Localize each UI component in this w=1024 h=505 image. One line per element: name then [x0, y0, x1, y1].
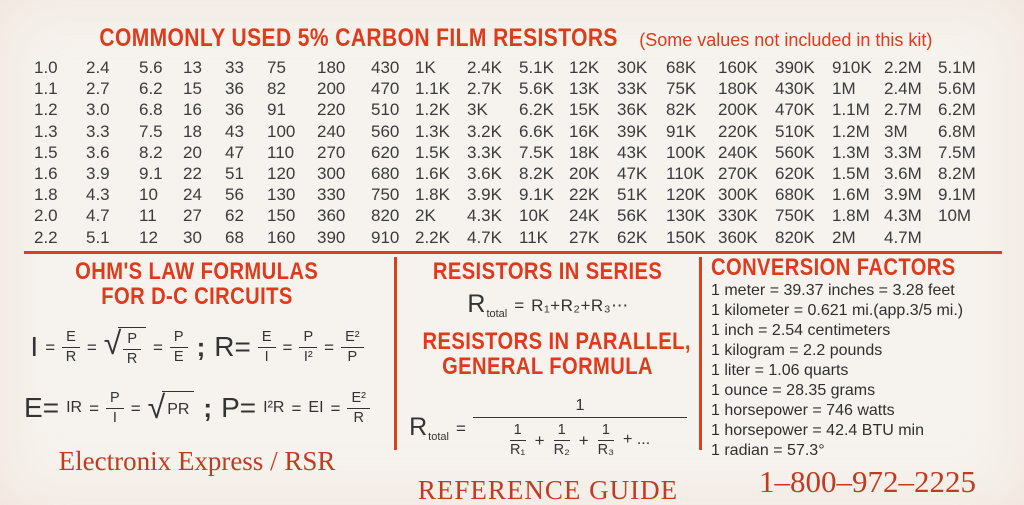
- parallel-title-line2: GENERAL FORMULA: [442, 353, 654, 380]
- resistor-value-cell: 360: [317, 206, 346, 226]
- resistor-value-cell: 6.2K: [519, 100, 554, 120]
- formula-token: $\frac{E}{I}$: [258, 329, 276, 365]
- resistor-value-cell: 24: [183, 185, 202, 205]
- resistor-value-cell: 9.1: [139, 163, 163, 183]
- resistor-value-cell: 75K: [666, 79, 697, 99]
- formula-token: =: [86, 337, 97, 357]
- resistor-value-cell: 10M: [938, 206, 972, 226]
- resistor-value-cell: 16K: [569, 121, 600, 141]
- resistor-value-cell: 110: [267, 142, 295, 162]
- resistor-value-cell: 5.1M: [938, 58, 976, 77]
- resistor-value-cell: 30: [183, 227, 202, 247]
- resistor-value-cell: 390K: [775, 58, 815, 77]
- resistor-value-cell: 75: [267, 58, 286, 77]
- resistor-value-cell: 100K: [666, 142, 706, 162]
- resistor-value-cell: 24K: [569, 206, 600, 226]
- formula-token: EI: [308, 399, 324, 416]
- formula-token: =: [330, 398, 341, 418]
- resistor-value-cell: 430K: [775, 79, 815, 99]
- resistor-value-cell: 3.9M: [884, 185, 922, 205]
- resistor-value-cell: 15: [183, 79, 202, 99]
- resistor-value-cell: 200K: [718, 100, 758, 120]
- resistor-value-cell: 560K: [775, 142, 815, 162]
- resistor-value-cell: 360K: [718, 227, 758, 247]
- formula-token: $\frac{P}{\text{I²}}$: [299, 329, 317, 365]
- series-parallel-section: [397, 254, 699, 505]
- resistor-value-cell: 240: [317, 121, 346, 141]
- resistor-value-cell: 180K: [718, 79, 758, 99]
- resistor-value-cell: 270K: [718, 163, 758, 183]
- var-power: P=: [221, 392, 257, 423]
- resistor-value-cell: 91: [267, 100, 286, 120]
- formula-token: =: [152, 337, 163, 357]
- parallel-title-line1: RESISTORS IN PARALLEL,: [422, 328, 691, 355]
- resistor-value-cell: 2.2K: [415, 227, 450, 247]
- conversion-factor-line: 1 horsepower = 746 watts: [711, 402, 895, 420]
- resistor-value-cell: 910: [371, 227, 400, 247]
- formula-token: $\frac{P}{R}$: [123, 331, 141, 367]
- resistor-value-cell: 1.3M: [832, 142, 870, 162]
- conversion-factor-line: 1 inch = 2.54 centimeters: [711, 321, 891, 339]
- formula-token: $\frac{P}{I}$: [106, 390, 124, 426]
- card-title: [0, 24, 1024, 53]
- resistor-value-cell: 13K: [569, 79, 600, 99]
- formula-token: $\frac{1}{\text{R₂}}$: [553, 421, 570, 458]
- resistor-value-cell: 1.8: [34, 185, 58, 205]
- resistor-value-cell: 47: [225, 142, 244, 162]
- resistor-value-cell: 56K: [617, 206, 648, 226]
- resistor-value-cell: 390: [317, 227, 346, 247]
- resistor-value-cell: 2K: [415, 206, 436, 226]
- resistor-value-cell: 43K: [617, 142, 648, 162]
- resistor-value-cell: 6.2M: [938, 100, 976, 120]
- resistor-value-cell: 2M: [832, 227, 856, 247]
- ohms-law-formula-current-resistance: [0, 325, 394, 369]
- resistor-value-cell: 300K: [718, 185, 758, 205]
- resistor-value-cell: 82: [267, 79, 286, 99]
- resistor-value-cell: 30K: [617, 58, 648, 77]
- var-voltage: E=: [24, 392, 60, 423]
- resistor-value-cell: 12: [139, 227, 158, 247]
- resistor-value-cell: 1.6K: [415, 163, 450, 183]
- resistor-value-cell: 1.0: [34, 58, 58, 77]
- formula-token: =: [89, 398, 100, 418]
- resistor-value-cell: 11K: [519, 227, 548, 247]
- resistor-value-cell: 510: [371, 100, 400, 120]
- formula-token: =: [514, 295, 525, 315]
- formula-token: PR: [167, 401, 190, 418]
- resistor-value-cell: 5.6: [139, 58, 163, 77]
- series-title: RESISTORS IN SERIES: [433, 258, 663, 285]
- conversion-factors-section: [702, 254, 1024, 505]
- resistor-value-cell: 33: [225, 58, 244, 77]
- resistor-value-cell: 160K: [718, 58, 758, 77]
- resistor-value-cell: 2.7M: [884, 100, 922, 120]
- formula-token: =: [324, 337, 335, 357]
- formula-token: $\frac{E}{R}$: [62, 329, 80, 365]
- resistor-value-cell: 1K: [415, 58, 436, 77]
- resistor-value-cell: 4.3M: [884, 206, 922, 226]
- resistor-value-cell: 3.6K: [467, 163, 502, 183]
- resistor-value-cell: 2.4: [86, 58, 110, 77]
- formula-token: +: [578, 430, 589, 450]
- resistor-value-cell: 36: [225, 79, 244, 99]
- resistor-value-cell: 910K: [832, 58, 872, 77]
- resistor-value-cell: 20: [183, 142, 202, 162]
- resistor-value-cell: 510K: [775, 121, 815, 141]
- resistor-value-cell: 18K: [569, 142, 600, 162]
- resistor-value-cell: 560: [371, 121, 400, 141]
- ohms-law-formula-voltage-power: [0, 386, 394, 430]
- formula-token: [473, 398, 687, 458]
- conversion-factor-line: 1 horsepower = 42.4 BTU min: [711, 422, 924, 440]
- reference-guide-label: REFERENCE GUIDE: [417, 475, 679, 505]
- resistor-value-cell: 2.7K: [467, 79, 502, 99]
- resistor-value-cell: 16: [183, 100, 202, 120]
- resistor-value-cell: 1.8M: [832, 206, 870, 226]
- formula-token: =: [291, 398, 302, 418]
- resistor-value-cell: 330: [317, 185, 346, 205]
- resistor-value-cell: 130K: [666, 206, 706, 226]
- resistor-value-cell: 22: [183, 163, 202, 183]
- resistor-value-cell: 68: [225, 227, 244, 247]
- resistor-value-cell: 4.3: [86, 185, 110, 205]
- resistor-value-cell: 130: [267, 185, 296, 205]
- resistor-value-cell: 7.5: [139, 121, 163, 141]
- resistor-value-cell: 20K: [569, 163, 600, 183]
- resistor-value-cell: 1.6: [34, 163, 58, 183]
- resistor-value-cell: 5.6K: [519, 79, 554, 99]
- resistor-value-cell: 13: [183, 58, 202, 77]
- resistor-value-cell: 180: [317, 58, 346, 77]
- resistor-value-cell: 3.3K: [467, 142, 502, 162]
- resistor-value-cell: [938, 227, 988, 248]
- resistor-value-cell: 160: [267, 227, 296, 247]
- resistor-value-cell: 1.1K: [415, 79, 450, 99]
- formula-token: +: [534, 430, 545, 450]
- resistor-value-cell: 8.2K: [519, 163, 554, 183]
- conversion-factors-list: [711, 281, 1024, 461]
- resistor-value-cell: 33K: [617, 79, 648, 99]
- resistor-value-cell: 3.6M: [884, 163, 922, 183]
- lower-sections: [0, 254, 1024, 505]
- resistor-value-cell: 62: [225, 206, 244, 226]
- resistor-value-cell: 10: [139, 185, 158, 205]
- parallel-formula: [397, 391, 699, 465]
- resistor-value-cell: 110K: [666, 163, 705, 183]
- resistor-value-cell: 820K: [775, 227, 815, 247]
- resistor-value-cell: 5.1: [86, 227, 110, 247]
- resistor-value-cell: 150: [267, 206, 296, 226]
- resistor-value-cell: 1.1M: [832, 100, 870, 120]
- ohms-law-title-line1: OHM'S LAW FORMULAS: [75, 258, 319, 285]
- ohms-law-section: [0, 254, 394, 505]
- resistor-value-cell: 620K: [775, 163, 815, 183]
- resistor-value-cell: 3.3: [86, 121, 110, 141]
- resistor-value-cell: 68K: [666, 58, 697, 77]
- resistor-value-cell: 1.2K: [415, 100, 450, 120]
- formula-token: √ PR: [148, 391, 195, 425]
- resistor-value-cell: 2.7: [86, 79, 110, 99]
- formula-token: =: [130, 398, 141, 418]
- resistor-value-cell: 3M: [884, 121, 908, 141]
- resistor-value-cell: 120K: [666, 185, 706, 205]
- resistor-value-cell: 8.2: [139, 142, 163, 162]
- formula-token: + ...: [623, 431, 651, 448]
- resistor-value-cell: 10K: [519, 206, 550, 226]
- resistor-value-cell: 43: [225, 121, 244, 141]
- resistor-value-cell: 6.6K: [519, 121, 554, 141]
- resistor-value-cell: 820: [371, 206, 400, 226]
- resistor-value-cell: 4.7K: [467, 227, 502, 247]
- resistor-value-cell: 6.2: [139, 79, 163, 99]
- formula-token: $\frac{\text{E²}}{R}$: [347, 390, 370, 426]
- formula-token: ;: [203, 393, 213, 423]
- resistor-value-cell: 220K: [718, 121, 758, 141]
- conversion-factor-line: 1 liter = 1.06 quarts: [711, 361, 849, 379]
- resistor-value-cell: 62K: [617, 227, 648, 247]
- formula-token: =: [282, 337, 293, 357]
- resistor-value-cell: 1M: [832, 79, 856, 99]
- resistor-value-cell: 750: [371, 185, 400, 205]
- conversion-factor-line: 1 ounce = 28.35 grams: [711, 381, 876, 399]
- resistor-value-cell: 18: [183, 121, 202, 141]
- resistor-value-cell: 3.0: [86, 100, 110, 120]
- resistor-value-cell: 27K: [569, 227, 600, 247]
- resistor-value-cell: 1.2: [34, 100, 58, 120]
- resistor-value-cell: 47K: [617, 163, 648, 183]
- resistor-value-cell: 22K: [569, 185, 600, 205]
- resistor-value-cell: 150K: [666, 227, 706, 247]
- resistor-value-cell: 6.8M: [938, 121, 976, 141]
- resistor-value-cell: 300: [317, 163, 346, 183]
- resistor-value-cell: 270: [317, 142, 346, 162]
- resistor-value-cell: 9.1K: [519, 185, 554, 205]
- formula-token: $\frac{P}{E}$: [170, 329, 188, 365]
- resistor-value-cell: 2.4K: [467, 58, 502, 77]
- resistor-value-cell: 240K: [718, 142, 758, 162]
- resistor-value-cell: 470: [371, 79, 400, 99]
- formula-token: ;: [196, 332, 206, 362]
- formula-token: $\frac{\text{E²}}{P}$: [341, 329, 364, 365]
- resistor-value-cell: 330K: [718, 206, 758, 226]
- resistor-value-cell: 56: [225, 185, 244, 205]
- conversion-factor-line: 1 radian = 57.3°: [711, 442, 825, 460]
- card-title-text: COMMONLY USED 5% CARBON FILM RESISTORS: [98, 24, 618, 52]
- formula-token: IR: [66, 399, 83, 416]
- resistor-value-cell: 1.5: [34, 142, 58, 162]
- formula-token: 1: [575, 396, 585, 414]
- resistor-value-cell: 2.0: [34, 206, 58, 226]
- resistor-value-cell: 100: [267, 121, 296, 141]
- resistor-value-cell: 1.3K: [415, 121, 450, 141]
- resistor-value-cell: 620: [371, 142, 400, 162]
- resistor-value-cell: 1.5M: [832, 163, 870, 183]
- resistor-value-cell: 7.5K: [519, 142, 554, 162]
- r-total: R total: [467, 290, 508, 320]
- resistor-value-cell: 5.1K: [519, 58, 554, 77]
- card-title-note: (Some values not included in this kit): [639, 30, 933, 50]
- resistor-value-cell: 4.3K: [467, 206, 502, 226]
- formula-token: √ $\frac{P}{R}$: [104, 327, 146, 367]
- resistor-value-cell: 8.2M: [938, 163, 976, 183]
- resistor-value-cell: 3.9: [86, 163, 110, 183]
- resistor-value-cell: 2.2: [34, 227, 58, 247]
- resistor-value-cell: 15K: [569, 100, 600, 120]
- resistor-value-cell: 430: [371, 58, 400, 77]
- phone-number: 1–800–972–2225: [759, 463, 976, 499]
- resistor-value-cell: 1.1: [34, 79, 58, 99]
- resistor-value-cell: 220: [317, 100, 346, 120]
- resistor-value-cell: 4.7: [86, 206, 110, 226]
- resistor-value-cell: 680: [371, 163, 400, 183]
- r-total: R total: [409, 413, 449, 443]
- resistor-value-cell: 1.3: [34, 121, 58, 141]
- brand-name: Electronix Express / RSR: [58, 446, 336, 476]
- resistor-value-cell: 36: [225, 100, 244, 120]
- resistor-value-cell: 680K: [775, 185, 815, 205]
- formula-token: =: [455, 418, 466, 438]
- resistor-value-cell: 2.2M: [884, 58, 922, 77]
- formula-token: =: [45, 337, 56, 357]
- resistor-value-cell: 3.9K: [467, 185, 502, 205]
- resistor-value-cell: 120: [267, 163, 296, 183]
- resistor-value-cell: 27: [183, 206, 202, 226]
- formula-token: R₁+R₂+R₃⋯: [531, 295, 629, 315]
- resistor-value-cell: 2.4M: [884, 79, 922, 99]
- resistor-value-cell: 6.8: [139, 100, 163, 120]
- resistor-value-cell: 3.3M: [884, 142, 922, 162]
- resistor-value-cell: 4.7M: [884, 227, 922, 247]
- resistor-value-table: [34, 57, 988, 248]
- var-resistance: R=: [214, 331, 251, 362]
- resistor-value-cell: 3K: [467, 100, 488, 120]
- resistor-value-cell: 91K: [666, 121, 697, 141]
- ohms-law-title-line2: FOR D-C CIRCUITS: [101, 283, 293, 310]
- resistor-value-cell: 1.2M: [832, 121, 870, 141]
- resistor-value-cell: 1.5K: [415, 142, 450, 162]
- conversion-factors-title: CONVERSION FACTORS: [711, 254, 956, 281]
- conversion-factor-line: 1 meter = 39.37 inches = 3.28 feet: [711, 281, 955, 299]
- resistor-value-cell: 11: [139, 206, 157, 226]
- resistor-value-cell: 51K: [617, 185, 648, 205]
- formula-token: $\frac{1}{\text{R₁}}$: [509, 421, 526, 458]
- resistor-value-cell: 1.6M: [832, 185, 870, 205]
- formula-token: I²R: [263, 399, 285, 416]
- resistor-value-cell: 750K: [775, 206, 815, 226]
- resistor-value-cell: 82K: [666, 100, 697, 120]
- resistor-value-cell: 51: [225, 163, 244, 183]
- formula-token: $\frac{1}{\text{R₃}}$: [597, 421, 615, 458]
- resistor-value-cell: 36K: [617, 100, 648, 120]
- resistor-value-cell: 3.2K: [467, 121, 502, 141]
- series-formula: [397, 290, 699, 320]
- var-current: I: [30, 331, 39, 362]
- resistor-value-cell: 3.6: [86, 142, 110, 162]
- conversion-factor-line: 1 kilogram = 2.2 pounds: [711, 341, 883, 359]
- resistor-value-cell: 7.5M: [938, 142, 976, 162]
- resistor-value-cell: 39K: [617, 121, 648, 141]
- resistor-value-cell: 470K: [775, 100, 815, 120]
- resistor-value-cell: 5.6M: [938, 79, 976, 99]
- resistor-value-cell: 9.1M: [938, 185, 976, 205]
- conversion-factor-line: 1 kilometer = 0.621 mi.(app.3/5 mi.): [711, 301, 964, 319]
- resistor-value-cell: 12K: [569, 58, 600, 77]
- resistor-value-cell: 1.8K: [415, 185, 450, 205]
- resistor-value-cell: 200: [317, 79, 346, 99]
